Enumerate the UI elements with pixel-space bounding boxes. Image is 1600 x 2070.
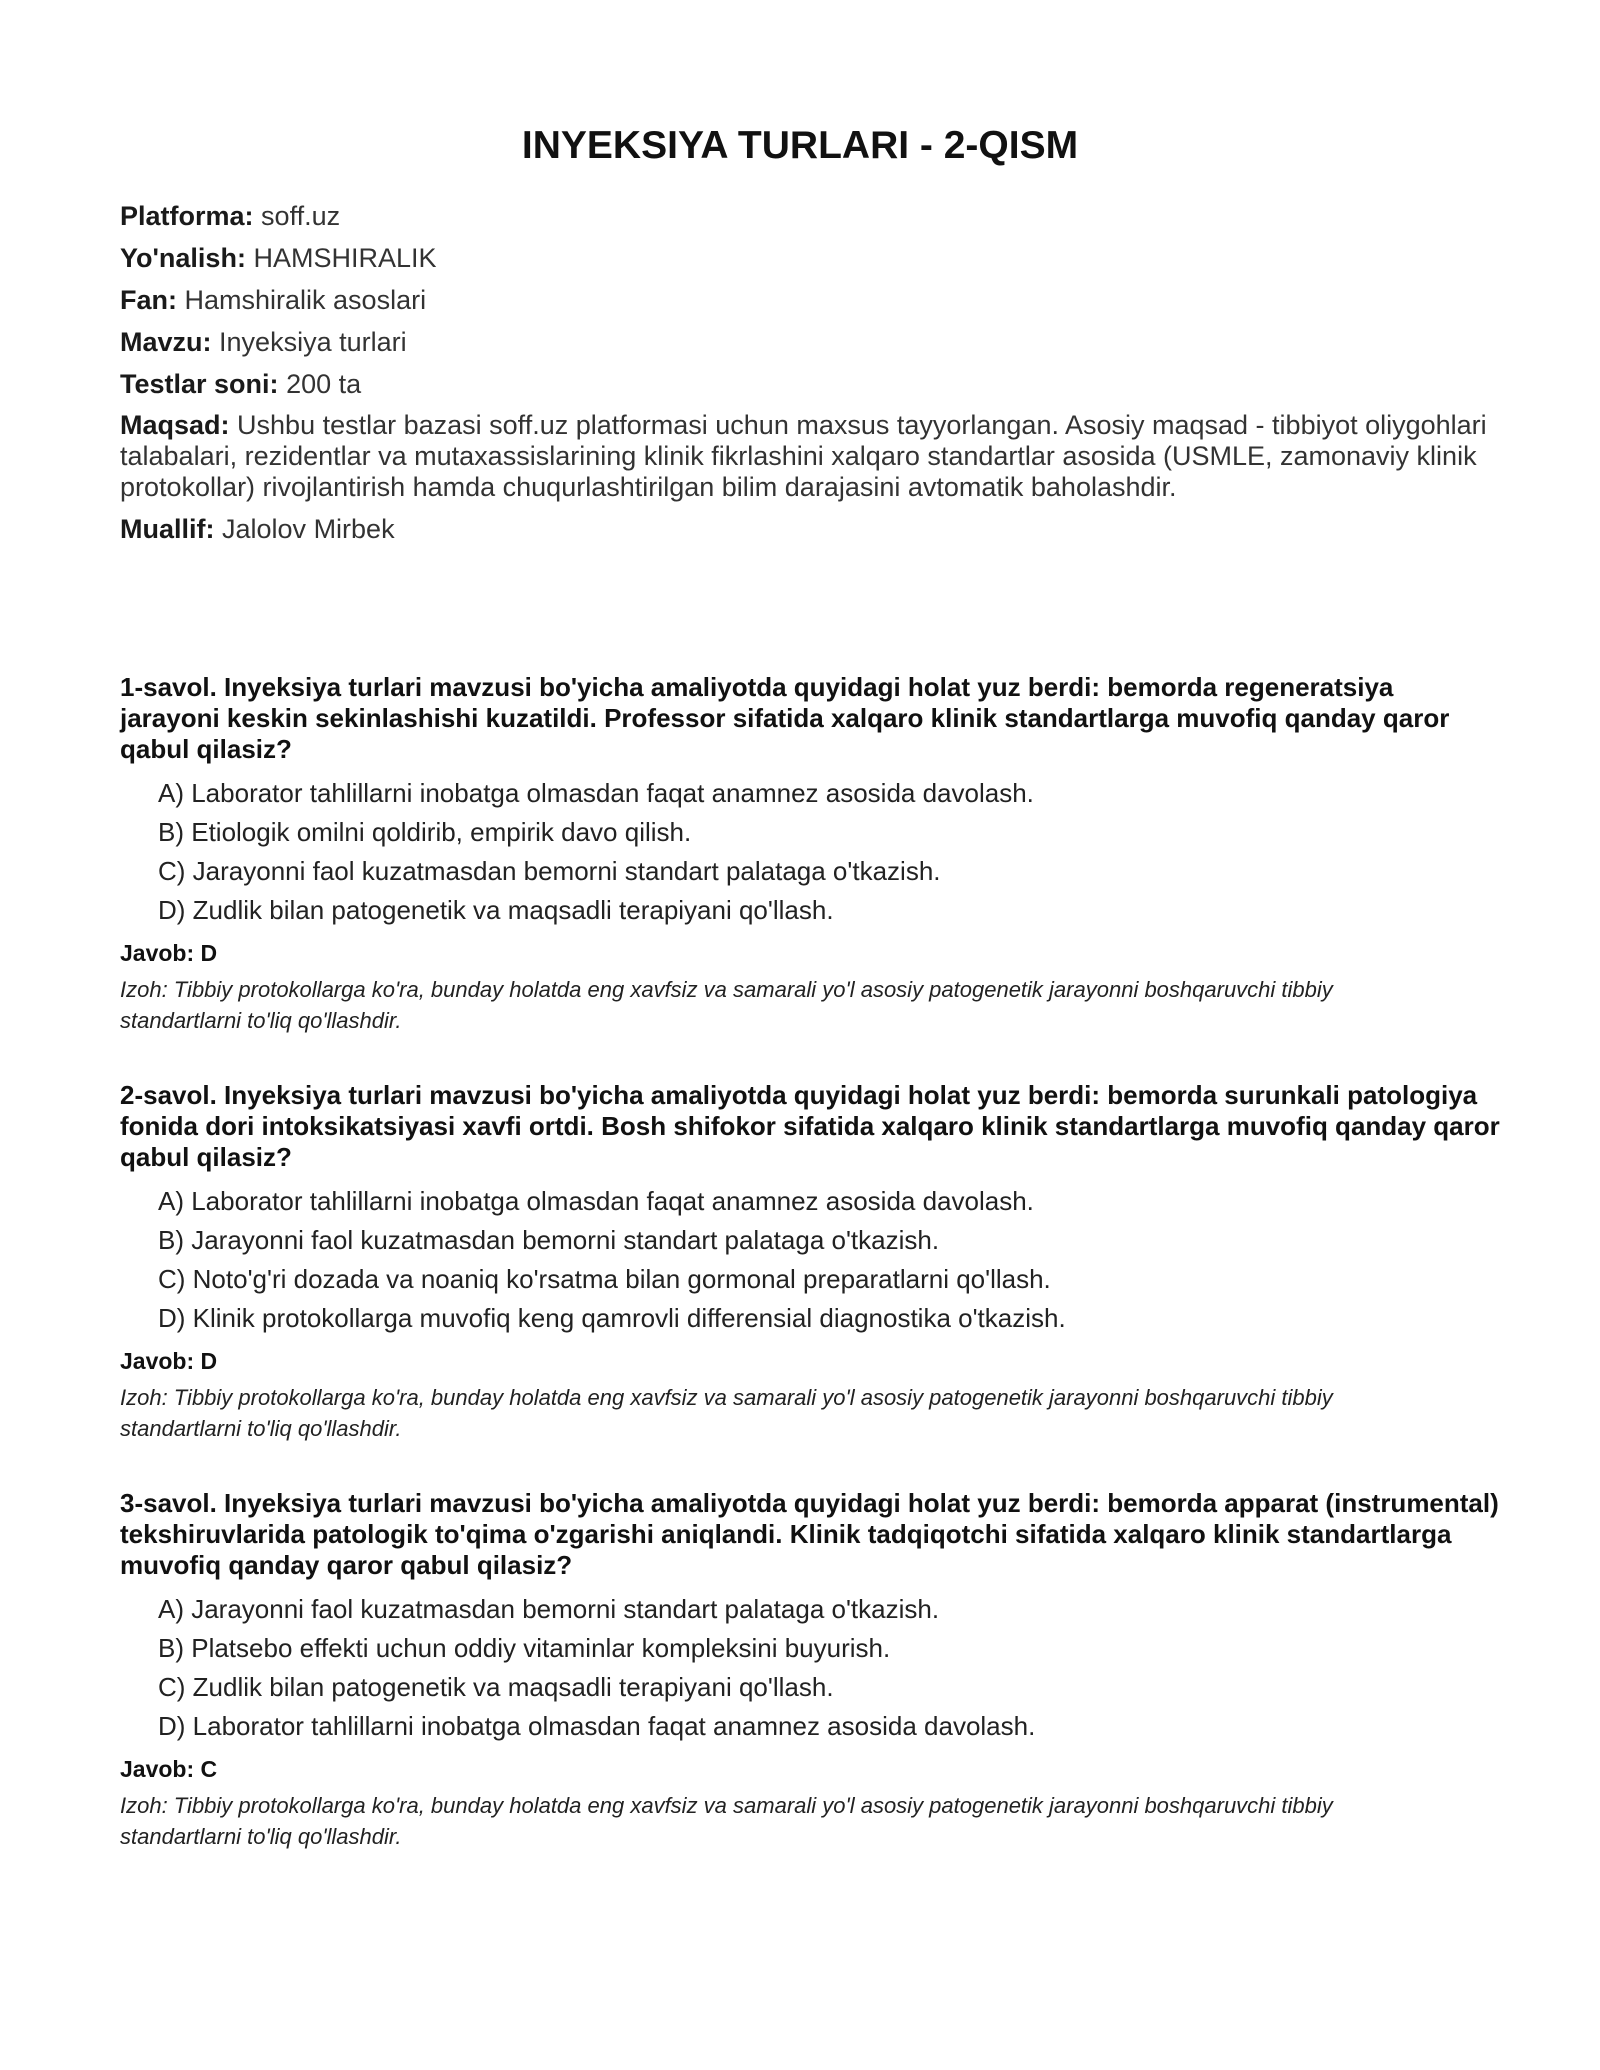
meta-maqsad — [120, 410, 1490, 503]
correct-answer: Javob: D — [120, 1348, 218, 1374]
page-title: INYEKSIYA TURLARI - 2-QISM — [521, 124, 1079, 167]
meta-fan-value: Hamshiralik asoslari — [184, 285, 427, 315]
option-d: D) Laborator tahlillarni inobatga olmasdan faqat anamnez asosida davolash. — [158, 1711, 1036, 1741]
meta-fan-label: Fan: — [120, 285, 177, 315]
option-c: C) Noto'g'ri dozada va noaniq ko'rsatma bilan gormonal preparatlarni qo'llash. — [158, 1264, 1051, 1294]
question-text: 2-savol. Inyeksiya turlari mavzusi bo'yicha amaliyotda quyidagi holat yuz berdi: bemorda surunkali patologiya fonida dori intoksikatsiyasi xavfi ortdi. Bosh shifokor sifatida xalqaro klinik standartlarga muvofiq qanday qaror qabul qilasiz? — [120, 1080, 1500, 1172]
option-d: D) Zudlik bilan patogenetik va maqsadli terapiyani qo'llash. — [158, 895, 834, 925]
correct-answer: Javob: C — [120, 1756, 218, 1782]
meta-muallif-label: Muallif: — [120, 514, 215, 544]
meta-platforma — [120, 200, 1490, 232]
meta-mavzu-value: Inyeksiya turlari — [219, 327, 407, 357]
option-b: B) Platsebo effekti uchun oddiy vitaminlar kompleksini buyurish. — [158, 1633, 891, 1663]
option-b: B) Jarayonni faol kuzatmasdan bemorni standart palataga o'tkazish. — [158, 1225, 940, 1255]
question-block — [120, 1488, 1500, 1852]
meta-fan — [120, 284, 1490, 316]
option-a: A) Jarayonni faol kuzatmasdan bemorni standart palataga o'tkazish. — [158, 1594, 940, 1624]
question-text: 3-savol. Inyeksiya turlari mavzusi bo'yicha amaliyotda quyidagi holat yuz berdi: bemorda apparat (instrumental) tekshiruvlarida patologik to'qima o'zgarishi aniqlandi. Klinik tadqiqotchi sifatida xalqaro klinik standartlarga muvofiq qanday qaror qabul qilasiz? — [120, 1488, 1499, 1580]
answer-options — [120, 1593, 1500, 1742]
meta-yonalish-label: Yo'nalish: — [120, 243, 246, 273]
meta-mavzu-label: Mavzu: — [120, 327, 212, 357]
document-metadata — [120, 200, 1490, 555]
answer-explanation: Izoh: Tibbiy protokollarga ko'ra, bunday holatda eng xavfsiz va samarali yo'l asosiy patogenetik jarayonni boshqaruvchi tibbiy standartlarni to'liq qo'llashdir. — [120, 1793, 1333, 1849]
option-d: D) Klinik protokollarga muvofiq keng qamrovli differensial diagnostika o'tkazish. — [158, 1303, 1066, 1333]
correct-answer: Javob: D — [120, 940, 218, 966]
meta-yonalish-value: HAMSHIRALIK — [253, 243, 437, 273]
answer-explanation: Izoh: Tibbiy protokollarga ko'ra, bunday holatda eng xavfsiz va samarali yo'l asosiy patogenetik jarayonni boshqaruvchi tibbiy standartlarni to'liq qo'llashdir. — [120, 1385, 1333, 1441]
meta-platforma-value: soff.uz — [261, 201, 341, 231]
meta-testlar-soni-label: Testlar soni: — [120, 369, 279, 399]
meta-muallif-value: Jalolov Mirbek — [222, 514, 395, 544]
answer-options — [120, 777, 1500, 926]
option-b: B) Etiologik omilni qoldirib, empirik davo qilish. — [158, 817, 692, 847]
option-c: C) Jarayonni faol kuzatmasdan bemorni standart palataga o'tkazish. — [158, 856, 941, 886]
option-a: A) Laborator tahlillarni inobatga olmasdan faqat anamnez asosida davolash. — [158, 1186, 1034, 1216]
option-c: C) Zudlik bilan patogenetik va maqsadli terapiyani qo'llash. — [158, 1672, 834, 1702]
meta-maqsad-label: Maqsad: — [120, 410, 230, 440]
question-text: 1-savol. Inyeksiya turlari mavzusi bo'yicha amaliyotda quyidagi holat yuz berdi: bemorda regeneratsiya jarayoni keskin sekinlashishi kuzatildi. Professor sifatida xalqaro klinik standartlarga muvofiq qanday qaror qabul qilasiz? — [120, 672, 1450, 764]
meta-muallif — [120, 513, 1490, 545]
option-a: A) Laborator tahlillarni inobatga olmasdan faqat anamnez asosida davolash. — [158, 778, 1034, 808]
meta-yonalish — [120, 242, 1490, 274]
question-block — [120, 1080, 1500, 1444]
meta-maqsad-value: Ushbu testlar bazasi soff.uz platformasi uchun maxsus tayyorlangan. Asosiy maqsad - tibbiyot oliygohlari talabalari, rezidentlar va mutaxassislarining klinik fikrlashini xalqaro standartlar asosida (USMLE, zamonaviy klinik protokollar) rivojlantirish hamda chuqurlashtirilgan bilim darajasini avtomatik baholashdir. — [120, 410, 1487, 502]
meta-mavzu — [120, 326, 1490, 358]
meta-platforma-label: Platforma: — [120, 201, 254, 231]
meta-testlar-soni-value: 200 ta — [286, 369, 362, 399]
answer-explanation: Izoh: Tibbiy protokollarga ko'ra, bunday holatda eng xavfsiz va samarali yo'l asosiy patogenetik jarayonni boshqaruvchi tibbiy standartlarni to'liq qo'llashdir. — [120, 977, 1333, 1033]
meta-testlar-soni — [120, 368, 1490, 400]
question-block — [120, 672, 1500, 1036]
answer-options — [120, 1185, 1500, 1334]
